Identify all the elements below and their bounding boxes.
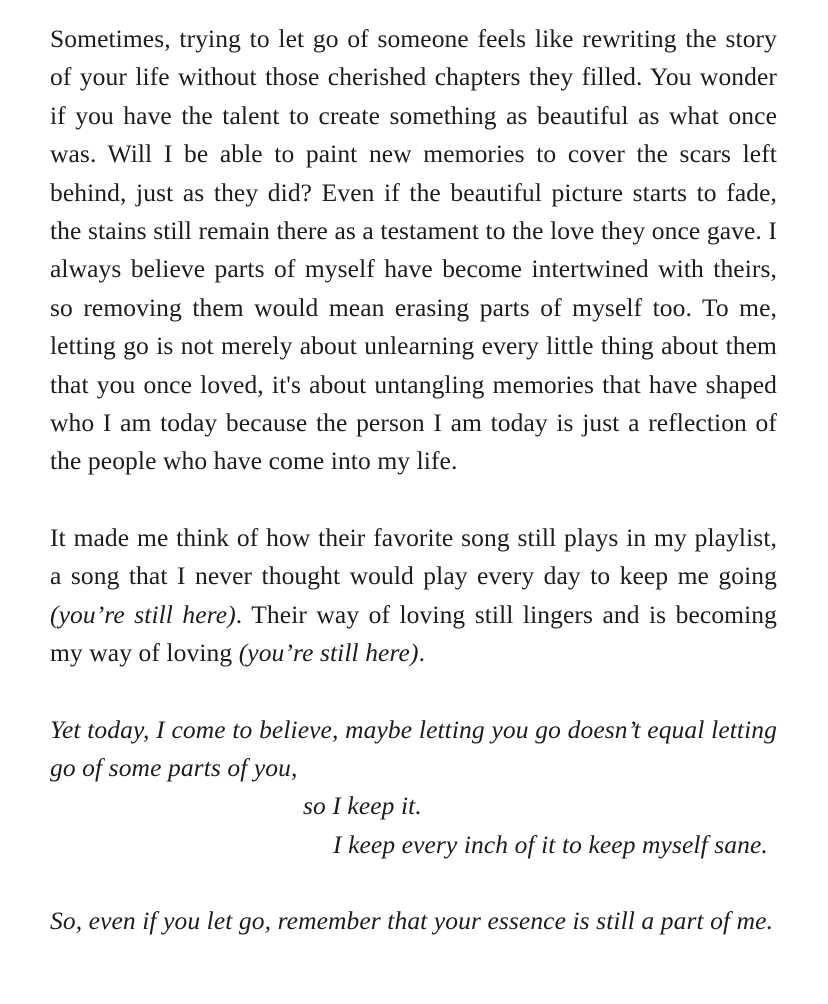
document-page <box>50 20 777 941</box>
closing-line: So, even if you let go, remember that your essence is still a part of me. <box>50 906 774 936</box>
poem-line-indented: I keep every inch of it to keep myself sane. <box>333 829 768 859</box>
paragraph-text-segment: It made me think of how their favorite song still plays in my playlist, a song that I never thought would play every day to keep me going <box>50 522 777 591</box>
poem-stanza <box>50 711 777 865</box>
aside-still-here: (you’re still here) <box>238 638 419 668</box>
paragraph-text-segment: . Their way of loving still lingers and is becoming my way of loving <box>50 599 777 668</box>
poem-line: Yet today, I come to believe, maybe letting you go doesn’t equal letting go of some parts of you, <box>50 714 777 782</box>
poem-line-indented: so I keep it. <box>303 791 422 821</box>
paragraph-text-segment: . <box>418 638 426 668</box>
aside-still-here: (you’re still here) <box>50 599 236 629</box>
paragraph-letting-go: Sometimes, trying to let go of someone feels like rewriting the story of your life without those cherished chapters they filled. You wonder if you have the talent to create something as beautiful as what once was. Will I be able to paint new memories to cover the scars left behind, just as they did? Even if the beautiful picture starts to fade, the stains still remain there as a testament to the love they once gave. I always believe parts of myself have become intertwined with theirs, so removing them would mean erasing parts of myself too. To me, letting go is not merely about unlearning every little thing about them that you once loved, it's about untangling memories that have shaped who I am today because the person I am today is just a reflection of the people who have come into my life. <box>50 24 777 476</box>
paragraph-favorite-song <box>50 519 777 673</box>
